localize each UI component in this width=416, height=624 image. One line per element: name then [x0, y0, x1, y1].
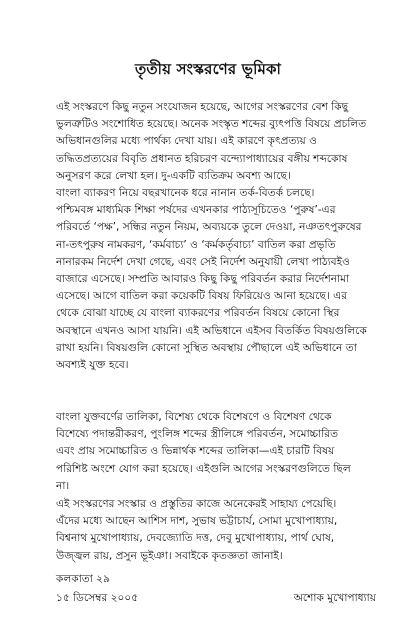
text-line: না। [56, 479, 70, 492]
text-line: অবস্থানে এখনও আসা যায়নি। এই অভিধানে এইসব বিতর্কিত বিষয়গুলিকে [56, 324, 367, 337]
text-line: বাংলা যুক্তবর্ণের তালিকা, বিশেষ্য থেকে বিশেষণে ও বিশেষণ থেকে [56, 411, 332, 423]
text-line: এই সংস্করণে কিছু নতুন সংযোজন হয়েছে, আগের সংস্করণের বেশ কিছু [56, 101, 349, 113]
paragraph-1 [56, 99, 378, 185]
text-line: অভিধানগুলির মধ্যে পার্থক্য দেখা যায়। এই কারণে কৃৎপ্রত্যয় ও [56, 135, 317, 148]
text-line: এবং প্রায় সমোচ্চারিত ও ভিন্নার্থক শব্দের তালিকা—এই চারটি বিষয় [56, 445, 335, 458]
text-line: ভুলত্রুটিও সংশোধিত হয়েছে। অনেক সংস্কৃত শব্দের ব্যুৎপত্তি বিষয়ে প্রচলিত [56, 118, 367, 131]
text-line: বিশ্বনাথ মুখোপাধ্যায়, দেবজ্যোতি দত্ত, দেবু মুখোপাধ্যায়, পার্থ ঘোষ, [56, 532, 335, 545]
footer-date: ১৫ ডিসেম্বর ২০০৫ [56, 592, 139, 604]
text-line: এঁদের মধ্যে আছেন আশিস দাশ, সুভাষ ভট্টাচার্য, সোমা মুখোপাধ্যায়, [56, 515, 338, 528]
text-line: এসেছে। আগে বাতিল করা কয়েকটি বিষয় ফিরিয়েও আনা হয়েছে। এর [56, 290, 348, 303]
text-line: এই সংস্করণের সংস্কার ও প্রস্তুতির কাজে অনেকেরই সাহায্য পেয়েছি। [56, 498, 337, 510]
paragraph-3 [56, 409, 378, 495]
text-line: বাজারে এসেছে। সম্প্রতি আবারও কিছু কিছু পরিবর্তন করার নির্দেশনামা [56, 273, 350, 286]
paragraph-4 [56, 496, 378, 565]
paragraph-2 [56, 185, 378, 374]
text-line: থেকে বোঝা যাচ্ছে যে বাংলা ব্যাকরণের পরিবর্তন বিষয়ে কোনো স্থির [56, 307, 340, 320]
text-line: বাংলা ব্যাকরণ নিয়ে বছরখানেক ধরে নানান তর্ক-বিতর্ক চলছে। [56, 187, 315, 199]
text-line: বিশেষ্যে পদান্তরীকরণ, পুংলিঙ্গ শব্দের স্ত্রীলিঙ্গে পরিবর্তন, সমোচ্চারিত [56, 428, 339, 441]
text-line: তদ্ধিতপ্রত্যয়ের বিবৃতি প্রধানত হরিচরণ বন্দ্যোপাধ্যায়ের বঙ্গীয় শব্দকোষ [56, 152, 348, 165]
text-line: অনুসরণ করে লেখা হল। দু-একটি ব্যতিক্রম অবশ্য আছে। [56, 169, 291, 182]
page-title: তৃতীয় সংস্করণের ভূমিকা [134, 60, 282, 78]
text-line: নানারকম নির্দেশ দেখা গেছে, এবং সেই নির্দেশ অনুযায়ী লেখা পাঠ্যবইও [56, 255, 350, 268]
text-line: অবশ্যই যুক্ত হবে। [56, 359, 129, 372]
text-line: না-তৎপুরুষ নামকরণ, ‘কর্মবাচ্য’ ও ‘কর্মকর্তৃবাচ্য’ বাতিল করা প্রভৃতি [56, 238, 336, 251]
text-line: উজ্জ্বল রায়, প্রসুন ভূইঞা। সবাইকে কৃতজ্ঞতা জানাই। [56, 549, 283, 562]
text-line: পশ্চিমবঙ্গ মাধ্যমিক শিক্ষা পর্ষদের এখনকার পাঠ্যসূচিতেও ‘পুরুষ’-এর [56, 204, 336, 217]
text-line: রাখা হয়নি। বিষয়গুলি কোনো সুস্থিত অবস্থায় পৌছালে এই অভিধানে তা [56, 341, 357, 354]
footer-place: কলকাতা ২৯ [56, 573, 110, 585]
footer-author: অশোক মুখোপাধ্যায় [293, 592, 376, 604]
text-line: পরিশিষ্ট অংশে যোগ করা হয়েছে। এইগুলি আগের সংস্করণগুলিতে ছিল [56, 462, 351, 475]
text-line: পরিবর্তে ‘পক্ষ’, সন্ধির নতুন নিয়ম, অব্যয়কে তুলে দেওয়া, নঞতৎপুরুষের [56, 221, 362, 234]
